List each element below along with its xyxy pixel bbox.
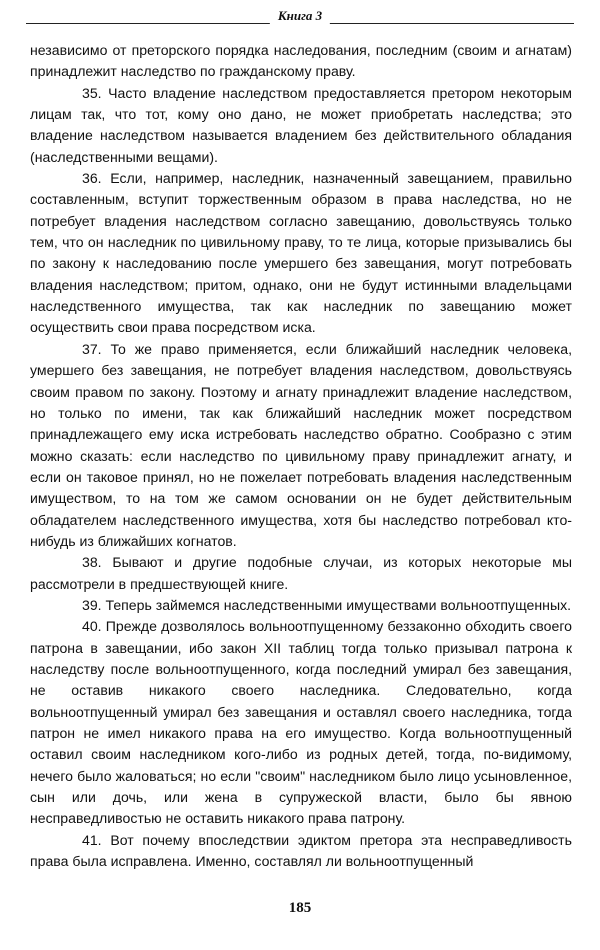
- paragraph-39: 39. Теперь займемся наследственными имуществами вольноотпущенных.: [82, 596, 572, 613]
- paragraph-37: 37. То же право применяется, если ближайший наследник человека, умершего без завещания, не потребует владения наследством, довольствуясь своим правом по закону. Поэтому и агнату принадлежит владение наследством, но только по имени, так как ближайший наследник может посредством принадлежащего ему иска истребовать наследство обратно. Сообразно с этим можно сказать: если наследство по цивильному праву принадлежит агнату, и если он таковое принял, но не пожелает потребовать владения наследственным имуществом, то на том же самом основании он не будет действительным обладателем наследственного имущества, хотя бы наследство потребовал кто-нибудь из ближайших когнатов.: [30, 340, 572, 549]
- text-body: [30, 40, 572, 872]
- running-head: Книга 3: [270, 8, 330, 24]
- page-header: [26, 6, 574, 30]
- page-number: 185: [288, 900, 312, 916]
- paragraph-41: 41. Вот почему впоследствии эдиктом претора эта несправедливость права была исправлена. Именно, составлял ли вольноотпущенный: [30, 831, 572, 870]
- paragraph-40: 40. Прежде дозволялось вольноотпущенному беззаконно обходить своего патрона в завещании, ибо закон XII таблиц тогда только призывал патрона к наследству после вольноотпущенного, когда последний умирал без завещания, не оставив никакого своего наследника. Следовательно, когда вольноотпущенный умирал без завещания и оставлял своего наследника, тогда патрон не имел никакого права на его имущество. Когда вольноотпущенный оставил своим наследником кого-либо из родных детей, тогда, по-видимому, нечего было жаловаться; но если "своим" наследником было лицо усыновленное, сын или дочь, или жена в супружеской власти, было бы явною несправедливостью не оставить никакого права патрону.: [30, 618, 572, 827]
- paragraph-35: 35. Часто владение наследством предоставляется претором некоторым лицам так, что тот, кому оно дано, не может приобретать наследства; это владение наследством называется владением без действительного обладания (наследственными вещами).: [30, 84, 572, 165]
- paragraph-38: 38. Бывают и другие подобные случаи, из которых некоторые мы рассмотрели в предшествующей книге.: [30, 554, 572, 592]
- paragraph-continuation: независимо от преторского порядка наследования, последним (своим и агнатам) принадлежит наследство по гражданскому праву.: [30, 42, 572, 80]
- paragraph-36: 36. Если, например, наследник, назначенный завещанием, правильно составленным, вступит торжественным образом в права наследства, но не потребует владения наследством согласно завещанию, довольствуясь только тем, что он наследник по цивильному праву, то те лица, которые призывались бы по закону к наследованию после умершего без завещания, могут потребовать владения наследством; притом, однако, они не будут истинными владельцами наследственного имущества, так как наследник по завещанию может осуществить свои права посредством иска.: [30, 170, 572, 336]
